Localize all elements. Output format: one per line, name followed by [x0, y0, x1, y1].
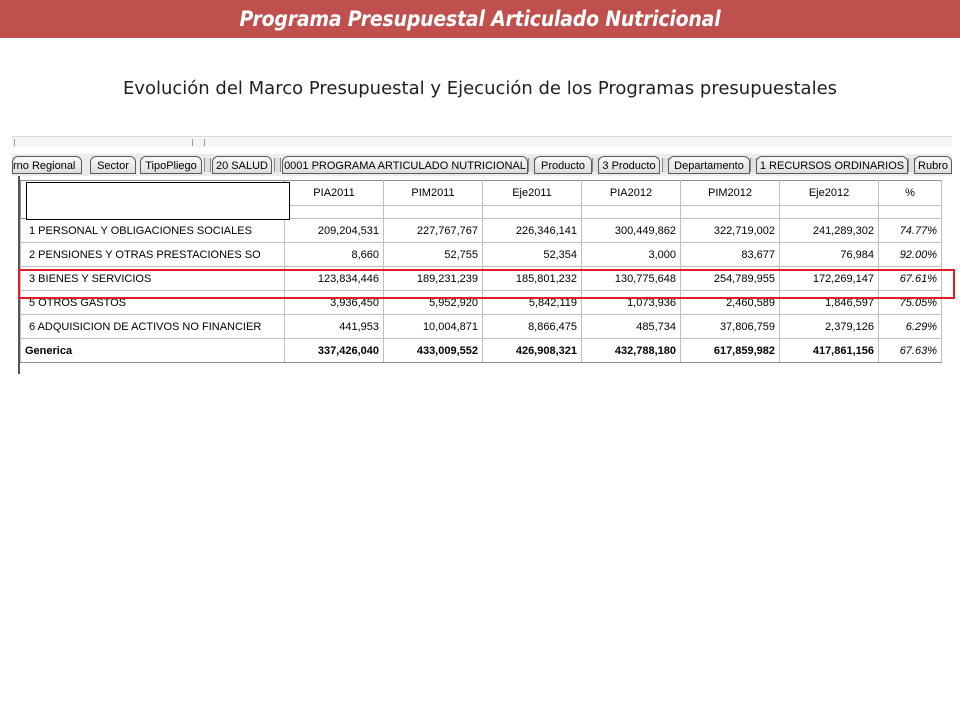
total-pia2012[interactable]: 432,788,180: [582, 339, 681, 363]
cell-pim2011[interactable]: 189,231,239: [384, 267, 483, 291]
column-header-eje2011[interactable]: Eje2011: [483, 181, 582, 206]
cell-eje2011[interactable]: 226,346,141: [483, 219, 582, 243]
cell-eje2012[interactable]: 76,984: [780, 243, 879, 267]
page-subtitle: Evolución del Marco Presupuestal y Ejecución de los Programas presupuestales: [122, 78, 838, 99]
tab-separator: [274, 158, 281, 172]
cell-eje2011[interactable]: 5,842,119: [483, 291, 582, 315]
cell-pim2012[interactable]: 254,789,955: [681, 267, 780, 291]
filter-tab-salud[interactable]: 20 SALUD: [212, 156, 272, 174]
row-label[interactable]: 1 PERSONAL Y OBLIGACIONES SOCIALES: [21, 219, 285, 243]
cell-pia2012[interactable]: 3,000: [582, 243, 681, 267]
cell-eje2012[interactable]: 241,289,302: [780, 219, 879, 243]
cell-eje2012[interactable]: 2,379,126: [780, 315, 879, 339]
column-header-pia2011[interactable]: PIA2011: [285, 181, 384, 206]
filter-tab-3-producto[interactable]: 3 Producto: [598, 156, 660, 174]
cell-pim2011[interactable]: 52,755: [384, 243, 483, 267]
row-label[interactable]: 6 ADQUISICION DE ACTIVOS NO FINANCIER: [21, 315, 285, 339]
table-row[interactable]: [21, 219, 942, 243]
cell-pim2011[interactable]: 10,004,871: [384, 315, 483, 339]
filter-tab-tipopliego[interactable]: TipoPliego: [140, 156, 202, 174]
cell-pia2012[interactable]: 1,073,936: [582, 291, 681, 315]
cell-pia2011[interactable]: 209,204,531: [285, 219, 384, 243]
toolbar-separator: [14, 139, 15, 146]
toolbar-separator: [204, 139, 205, 146]
cell-percent[interactable]: 92.00%: [879, 243, 942, 267]
total-eje2011[interactable]: 426,908,321: [483, 339, 582, 363]
filter-tab-producto[interactable]: Producto: [534, 156, 592, 174]
cell-percent[interactable]: 74.77%: [879, 219, 942, 243]
cell-pim2012[interactable]: 83,677: [681, 243, 780, 267]
total-pia2011[interactable]: 337,426,040: [285, 339, 384, 363]
cell-pia2011[interactable]: 8,660: [285, 243, 384, 267]
cell-pim2011[interactable]: 227,767,767: [384, 219, 483, 243]
cell-pim2011[interactable]: 5,952,920: [384, 291, 483, 315]
cell-pia2011[interactable]: 441,953: [285, 315, 384, 339]
filter-tab-rubro[interactable]: Rubro: [914, 156, 952, 174]
cell-percent[interactable]: 6.29%: [879, 315, 942, 339]
table-row[interactable]: [21, 243, 942, 267]
cell-pia2012[interactable]: 300,449,862: [582, 219, 681, 243]
cell-percent[interactable]: 67.61%: [879, 267, 942, 291]
cell-eje2012[interactable]: 1,846,597: [780, 291, 879, 315]
header-filler: [582, 206, 681, 219]
row-label[interactable]: 2 PENSIONES Y OTRAS PRESTACIONES SO: [21, 243, 285, 267]
column-header-eje2012[interactable]: Eje2012: [780, 181, 879, 206]
header-filler: [384, 206, 483, 219]
cell-pia2012[interactable]: 130,775,648: [582, 267, 681, 291]
toolbar-separator: [192, 139, 193, 146]
filter-tab-programa[interactable]: 0001 PROGRAMA ARTICULADO NUTRICIONAL: [282, 156, 528, 174]
cell-eje2011[interactable]: 185,801,232: [483, 267, 582, 291]
filter-tab-row: [12, 154, 952, 176]
column-header-percent[interactable]: %: [879, 181, 942, 206]
tab-separator: [204, 158, 211, 172]
cell-eje2012[interactable]: 172,269,147: [780, 267, 879, 291]
cell-pia2011[interactable]: 3,936,450: [285, 291, 384, 315]
cell-pia2012[interactable]: 485,734: [582, 315, 681, 339]
header-filler: [780, 206, 879, 219]
header-filler: [681, 206, 780, 219]
cell-percent[interactable]: 75.05%: [879, 291, 942, 315]
column-header-pim2011[interactable]: PIM2011: [384, 181, 483, 206]
filter-tab-sector[interactable]: Sector: [90, 156, 136, 174]
cell-eje2011[interactable]: 8,866,475: [483, 315, 582, 339]
column-header-pim2012[interactable]: PIM2012: [681, 181, 780, 206]
table-row[interactable]: [21, 315, 942, 339]
highlight-box-bienes-y-servicios: [18, 269, 955, 299]
cell-pim2012[interactable]: 322,719,002: [681, 219, 780, 243]
header-filler: [879, 206, 942, 219]
total-pim2012[interactable]: 617,859,982: [681, 339, 780, 363]
column-header-pia2012[interactable]: PIA2012: [582, 181, 681, 206]
total-percent[interactable]: 67.63%: [879, 339, 942, 363]
total-eje2012[interactable]: 417,861,156: [780, 339, 879, 363]
cell-pim2012[interactable]: 37,806,759: [681, 315, 780, 339]
header-filler: [483, 206, 582, 219]
toolbar-strip: [12, 136, 952, 147]
cell-pim2012[interactable]: 2,460,589: [681, 291, 780, 315]
filter-tab-recursos-ordinarios[interactable]: 1 RECURSOS ORDINARIOS: [756, 156, 908, 174]
filter-tab-departamento[interactable]: Departamento: [668, 156, 750, 174]
pivot-table-screenshot: [12, 136, 952, 374]
cell-eje2011[interactable]: 52,354: [483, 243, 582, 267]
row-label[interactable]: 3 BIENES Y SERVICIOS: [21, 267, 285, 291]
total-pim2011[interactable]: 433,009,552: [384, 339, 483, 363]
total-label[interactable]: Generica: [21, 339, 285, 363]
filter-tab-gobierno-regional[interactable]: rno Regional: [12, 156, 82, 174]
page-title: Programa Presupuestal Articulado Nutricional: [239, 7, 721, 31]
table-total-row[interactable]: [21, 339, 942, 363]
corner-selection-box: [26, 182, 290, 220]
header-filler: [285, 206, 384, 219]
cell-pia2011[interactable]: 123,834,446: [285, 267, 384, 291]
row-label[interactable]: 5 OTROS GASTOS: [21, 291, 285, 315]
